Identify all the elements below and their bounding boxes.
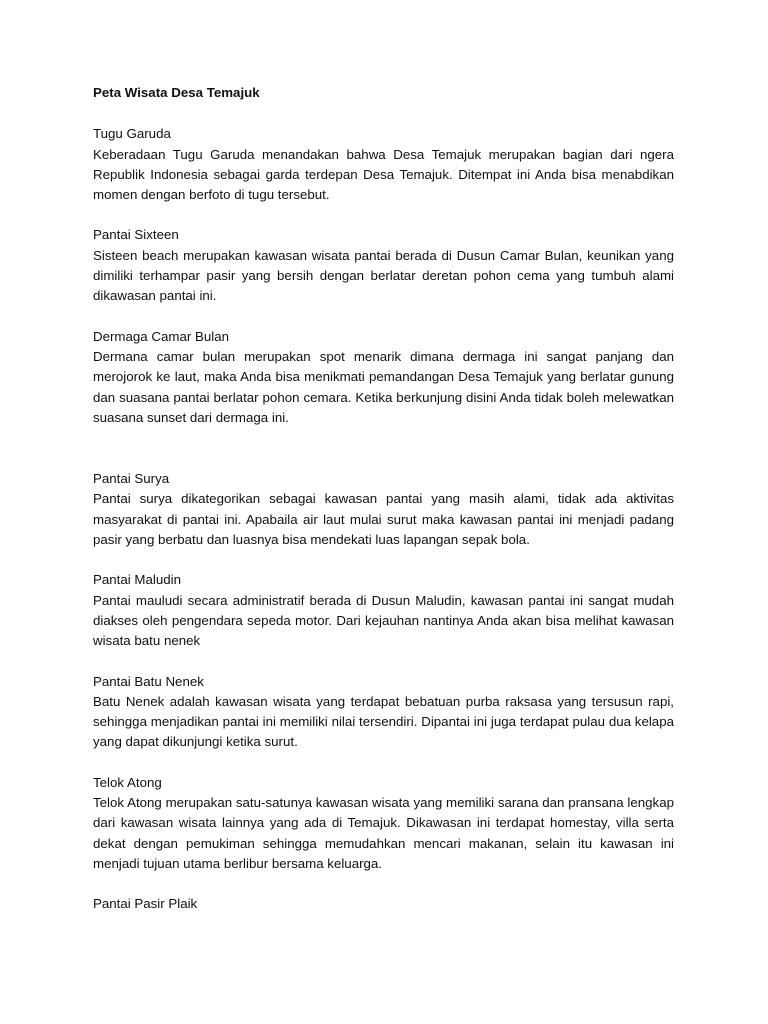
section-body: Keberadaan Tugu Garuda menandakan bahwa Desa Temajuk merupakan bagian dari ngera Republik Indonesia sebagai garda terdepan Desa Temajuk. Ditempat ini Anda bisa menabdikan momen dengan berfoto di tugu tersebut. <box>93 146 674 203</box>
section-tugu-garuda <box>93 124 674 205</box>
section-body: Pantai mauludi secara administratif berada di Dusun Maludin, kawasan pantai ini sangat mudah diakses oleh pengendara sepeda motor. Dari kejauhan nantinya Anda akan bisa melihat kawasan wisata batu nenek <box>93 592 674 649</box>
section-pantai-pasir-plaik <box>93 894 674 914</box>
section-pantai-batu-nenek <box>93 672 674 753</box>
section-telok-atong <box>93 773 674 874</box>
section-body: Dermana camar bulan merupakan spot menarik dimana dermaga ini sangat panjang dan merojorok ke laut, maka Anda bisa menikmati pemandangan Desa Temajuk yang berlatar gunung dan suasana pantai berlatar pohon cemara. Ketika berkunjung disini Anda tidak boleh melewatkan suasana sunset dari dermaga ini. <box>93 348 674 425</box>
section-body: Batu Nenek adalah kawasan wisata yang terdapat bebatuan purba raksasa yang tersusun rapi, sehingga menjadikan pantai ini memiliki nilai tersendiri. Dipantai ini juga terdapat pulau dua kelapa yang dapat dikunjungi ketika surut. <box>93 693 674 750</box>
section-heading: Pantai Surya <box>93 471 170 487</box>
section-heading: Tugu Garuda <box>93 126 171 142</box>
section-heading: Pantai Maludin <box>93 572 181 588</box>
section-body: Sisteen beach merupakan kawasan wisata pantai berada di Dusun Camar Bulan, keunikan yang dimiliki terhampar pasir yang bersih dengan berlatar deretan pohon cema yang tumbuh alami dikawasan pantai ini. <box>93 247 674 304</box>
section-pantai-maludin <box>93 570 674 651</box>
section-heading: Pantai Batu Nenek <box>93 673 204 689</box>
section-heading: Telok Atong <box>93 774 162 790</box>
document-title: Peta Wisata Desa Temajuk <box>93 85 260 100</box>
document-page <box>93 83 674 935</box>
section-heading: Pantai Sixteen <box>93 227 179 243</box>
section-body: Pantai surya dikategorikan sebagai kawasan pantai yang masih alami, tidak ada aktivitas masyarakat di pantai ini. Apabaila air laut mulai surut maka kawasan pantai ini menjadi padang pasir yang berbatu dan luasnya bisa mendekati luas lapangan sepak bola. <box>93 491 674 548</box>
section-pantai-surya <box>93 469 674 550</box>
section-dermaga-camar-bulan <box>93 327 674 428</box>
section-body: Telok Atong merupakan satu-satunya kawasan wisata yang memiliki sarana dan pransana lengkap dari kawasan wisata lainnya yang ada di Temajuk. Dikawasan ini terdapat homestay, villa serta dekat dengan pemukiman sehingga memudahkan mencari makanan, selain itu kawasan ini menjadi tujuan utama berlibur bersama keluarga. <box>93 795 674 871</box>
section-heading: Dermaga Camar Bulan <box>93 328 229 344</box>
section-pantai-sixteen <box>93 225 674 306</box>
section-heading: Pantai Pasir Plaik <box>93 896 198 912</box>
